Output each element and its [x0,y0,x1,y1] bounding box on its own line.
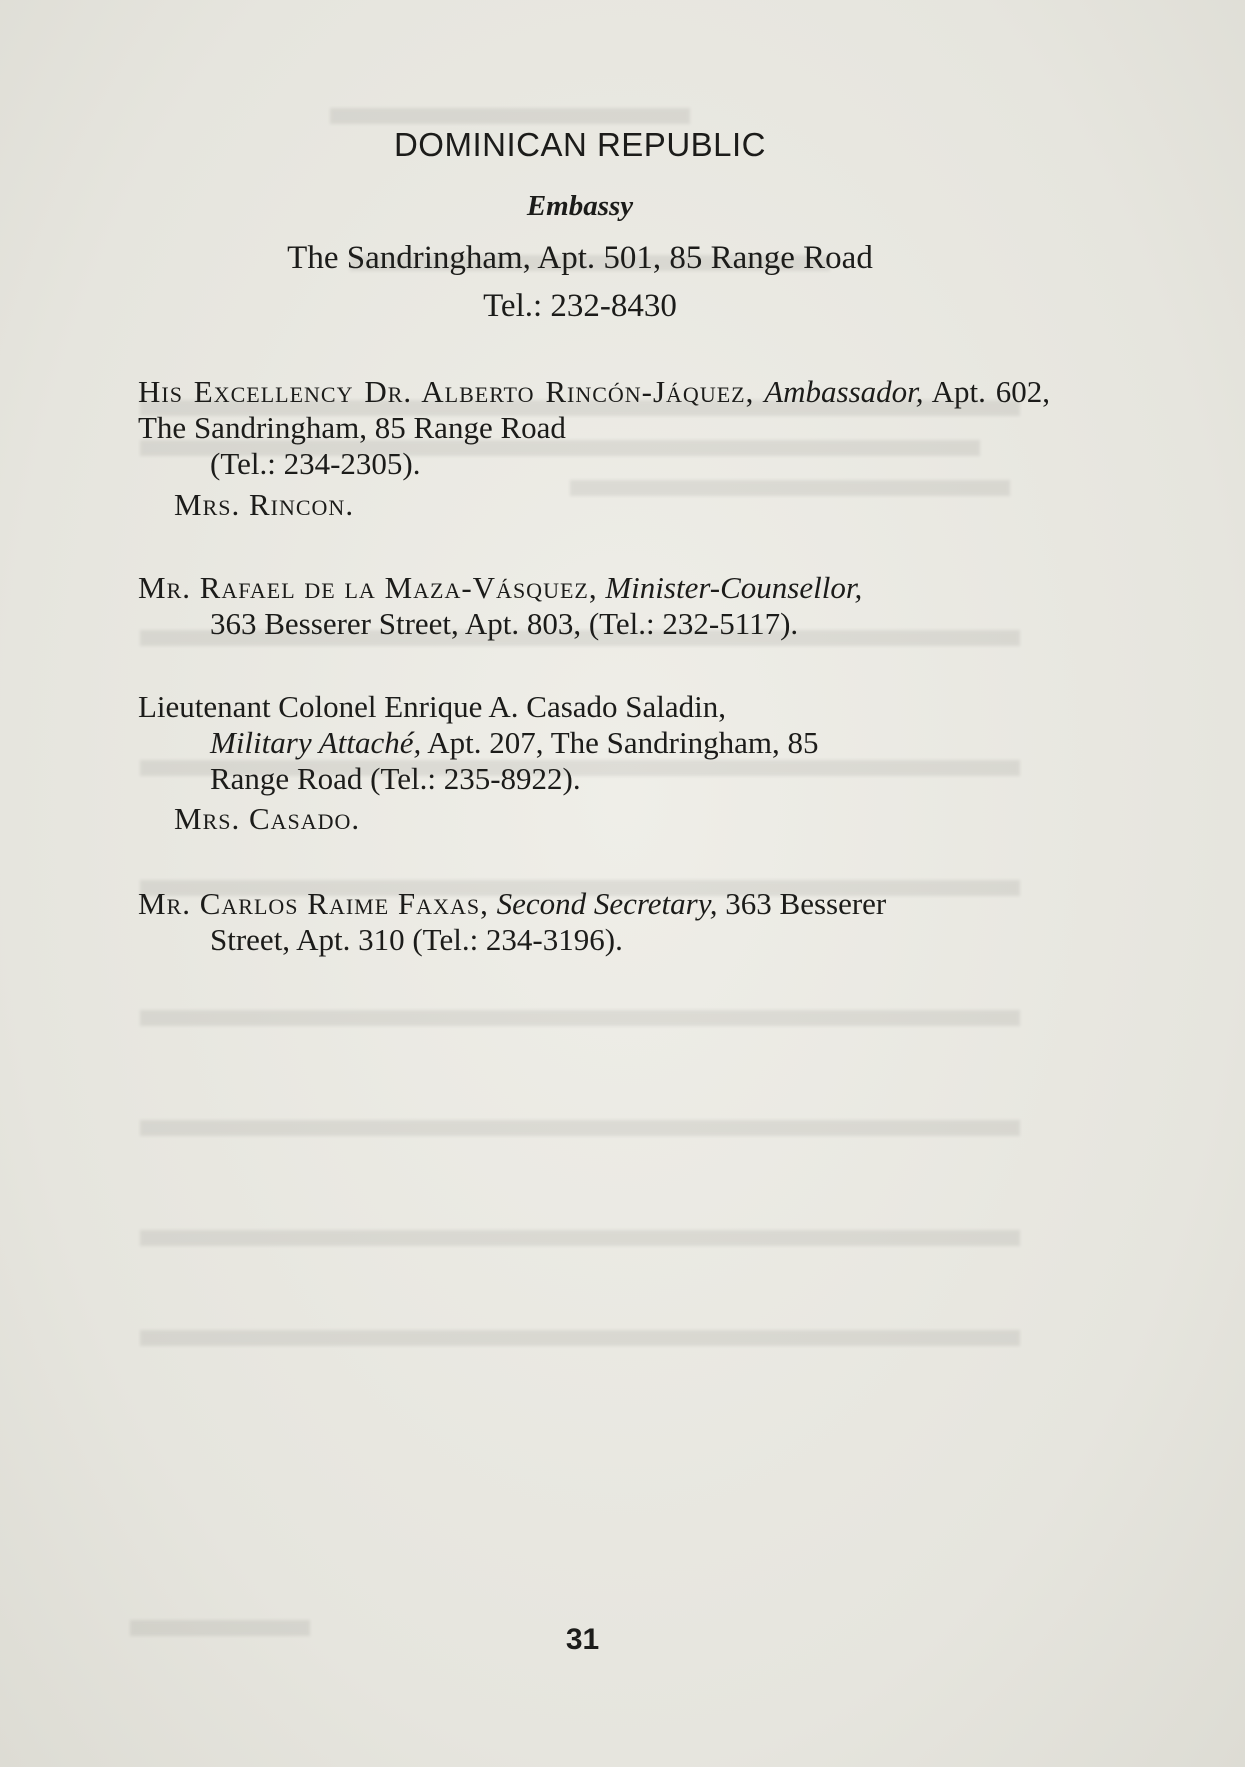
entry-line [138,374,1050,446]
entry-line [138,725,1050,761]
entry-address: Apt. 207, The Sandringham, 85 [427,725,819,760]
entry-address: 363 Besserer Street, Apt. 803, (Tel.: 232-5117). [210,606,799,641]
person-name: Mr. Carlos Raime Faxas, [138,886,489,921]
entry-telephone: (Tel.: 234-2305). [210,446,421,481]
directory-entry-minister-counsellor [138,570,1050,642]
directory-entry-ambassador [138,374,1050,482]
person-name: Mr. Rafael de la Maza-Vásquez, [138,570,598,605]
entry-address: Apt. 602, The Sandringham, 85 Range Road [138,374,1051,445]
entry-address-cont: Street, Apt. 310 (Tel.: 234-3196). [210,922,623,957]
office-subheading: Embassy [526,190,634,222]
person-title: Minister-Counsellor, [605,570,863,605]
spouse-name: Mrs. Rincon. [174,487,355,522]
entry-address: 363 Besserer [725,886,887,921]
office-address: The Sandringham, Apt. 501, 85 Range Road [287,240,873,276]
entry-line [138,886,1050,922]
person-title: Ambassador, [764,374,924,409]
entry-address-cont: Range Road (Tel.: 235-8922). [210,761,581,796]
directory-entry-military-attache [138,689,1050,797]
directory-entry-second-secretary [138,886,1050,958]
person-name: His Excellency Dr. Alberto Rincón-Jáquez, [138,374,755,409]
entry-line [138,570,1050,606]
office-telephone: Tel.: 232-8430 [483,288,677,324]
country-heading: DOMINICAN REPUBLIC [393,126,767,163]
page-number: 31 [565,1623,600,1656]
person-title: Military Attaché, [210,725,422,760]
person-title: Second Secretary, [496,886,718,921]
person-name: Lieutenant Colonel Enrique A. Casado Saladin, [138,689,727,724]
spouse-name: Mrs. Casado. [174,801,361,836]
